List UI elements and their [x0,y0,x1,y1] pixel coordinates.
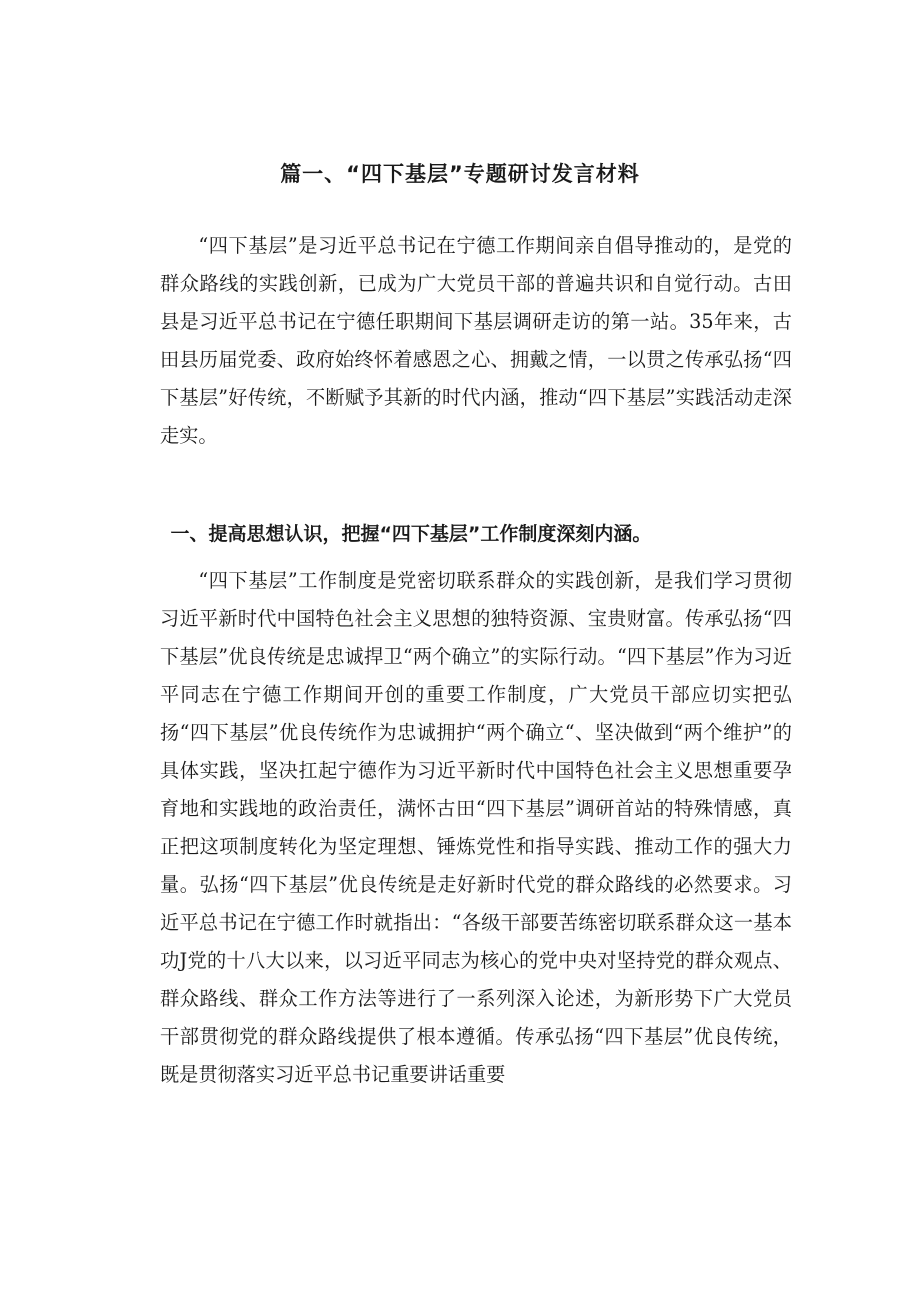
paragraph-intro: “四下基层”是习近平总书记在宁德工作期间亲自倡导推动的，是党的群众路线的实践创新，已成为广大党员干部的普遍共识和自觉行动。古田县是习近平总书记在宁德任职期间下基层调研走访的第一站。35年来，古田县历届党委、政府始终怀着感恩之心、拥戴之情，一以贯之传承弘扬“四下基层”好传统，不断赋予其新的时代内涵，推动“四下基层”实践活动走深走实。 [160,234,792,447]
section-heading-1: 一、提高思想认识，把握“四下基层”工作制度深刻内涵。 [170,523,652,545]
paragraph-section-1: “四下基层”工作制度是党密切联系群众的实践创新，是我们学习贯彻习近平新时代中国特色社会主义思想的独特资源、宝贵财富。传承弘扬“四下基层”优良传统是忠诚捍卫“两个确立”的实际行动。“四下基层”作为习近平同志在宁德工作期间开创的重要工作制度，广大党员干部应切实把弘扬“四下基层”优良传统作为忠诚拥护“两个确立“、坚决做到“两个维护”的具体实践，坚决扛起宁德作为习近平新时代中国特色社会主义思想重要孕育地和实践地的政治责任，满怀古田“四下基层”调研首站的特殊情感，真正把这项制度转化为坚定理想、锤炼党性和指导实践、推动工作的强大力量。弘扬“四下基层”优良传统是走好新时代党的群众路线的必然要求。习近平总书记在宁德工作时就指出：“各级干部要苦练密切联系群众这一基本功J党的十八大以来，以习近平同志为核心的党中央对坚持党的群众观点、群众路线、群众工作方法等进行了一系列深入论述，为新形势下广大党员干部贯彻党的群众路线提供了根本遵循。传承弘扬“四下基层”优良传统，既是贯彻落实习近平总书记重要讲话重要 [160,569,792,1086]
document-title: 篇一、“四下基层”专题研讨发言材料 [280,162,640,186]
